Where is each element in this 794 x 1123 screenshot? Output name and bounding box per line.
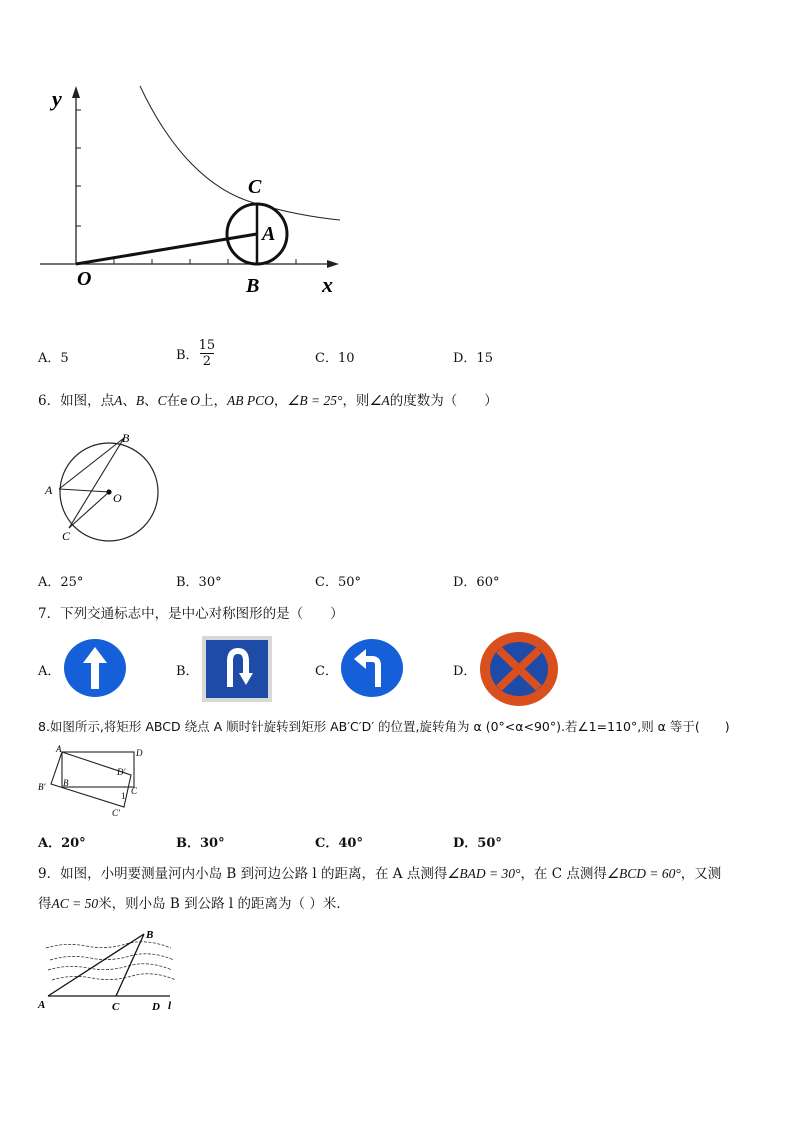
q9-label-l: l <box>168 1000 172 1012</box>
q8-label-b-prime: B′ <box>38 782 46 792</box>
y-axis-arrow <box>72 86 80 98</box>
q8-stem: 8.如图所示,将矩形 ABCD 绕点 A 顺时针旋转到矩形 AB′C′D′ 的位置,旋转角为 α (0°<α<90°).若∠1=110°,则 α 等于( ) <box>38 719 730 734</box>
graph-figure-q5 <box>30 80 350 300</box>
q8-label-c-prime: C′ <box>112 808 120 818</box>
q8-label-c: C <box>131 786 138 796</box>
q6-label-b: B <box>122 431 130 445</box>
fraction-15-over-2 <box>199 338 216 369</box>
q8-option-d: D．50° <box>453 836 502 851</box>
q5-option-b <box>176 338 215 369</box>
q6-option-a: A．25° <box>38 575 84 590</box>
q9-label-b: B <box>146 929 154 941</box>
q8-label-a: A <box>56 744 62 754</box>
q8-option-c: C．40° <box>315 836 363 851</box>
fraction-numerator: 15 <box>198 338 216 353</box>
q8-option-a: A．20° <box>38 836 86 851</box>
q7-option-b-label: B． <box>176 664 199 679</box>
q8-label-angle-1: 1 <box>121 791 126 801</box>
q5-option-c: C．10 <box>315 351 355 366</box>
q7-option-d-label: D． <box>453 664 477 679</box>
q8-label-d-prime: D′ <box>117 767 126 777</box>
q6-option-d: D．60° <box>453 575 500 590</box>
q8-label-d: D <box>136 748 143 758</box>
q6-option-c: C．50° <box>315 575 361 590</box>
x-axis-arrow <box>327 260 339 268</box>
river-waves <box>46 942 176 980</box>
point-a-label: A <box>262 223 276 245</box>
circle-figure-q6 <box>36 428 166 548</box>
rectangle-rotation-figure-q8 <box>36 744 146 822</box>
hyperbola-curve <box>140 86 340 220</box>
q6-label-o: O <box>113 491 122 505</box>
q5-option-d: D．15 <box>453 351 493 366</box>
q9-label-d: D <box>152 1001 160 1013</box>
river-figure-q9 <box>36 926 186 1016</box>
q8-label-b: B <box>63 778 69 788</box>
x-axis-label: x <box>322 272 333 297</box>
q5-option-a: A．5 <box>38 351 69 366</box>
y-axis-label: y <box>52 86 62 111</box>
fraction-denominator: 2 <box>202 354 211 369</box>
q6-label-a: A <box>45 483 53 497</box>
origin-label: O <box>77 268 92 290</box>
q9-line-1: 9．如图，小明要测量河内小岛 B 到河边公路 l 的距离，在 A 点测得∠BAD = 30°，在 C 点测得∠BCD = 60°，又测 <box>38 866 722 882</box>
u-turn-sign-icon <box>201 635 273 703</box>
q6-stem: 6．如图，点A、B、C在e O上，AB PCO，∠B = 25°，则∠A的度数为（ ） <box>38 393 498 409</box>
point-c-label: C <box>248 176 262 198</box>
q6-label-c: C <box>62 529 71 543</box>
q9-label-a: A <box>38 999 46 1011</box>
q6-option-b: B．30° <box>176 575 222 590</box>
point-b-label: B <box>246 275 260 297</box>
left-turn-sign-icon <box>340 637 404 699</box>
q7-option-a-label: A． <box>38 664 61 679</box>
q7-option-c-label: C． <box>315 664 338 679</box>
q8-option-b: B．30° <box>176 836 225 851</box>
straight-arrow-sign-icon <box>62 637 128 699</box>
q9-label-c: C <box>112 1001 120 1013</box>
q9-line-2: 得AC = 50米，则小岛 B 到公路 l 的距离为（ ）米． <box>38 896 350 912</box>
q5-option-b-prefix: B． <box>176 348 199 363</box>
q7-stem: 7．下列交通标志中，是中心对称图形的是（ ） <box>38 606 344 622</box>
no-stopping-sign-icon <box>478 630 560 708</box>
